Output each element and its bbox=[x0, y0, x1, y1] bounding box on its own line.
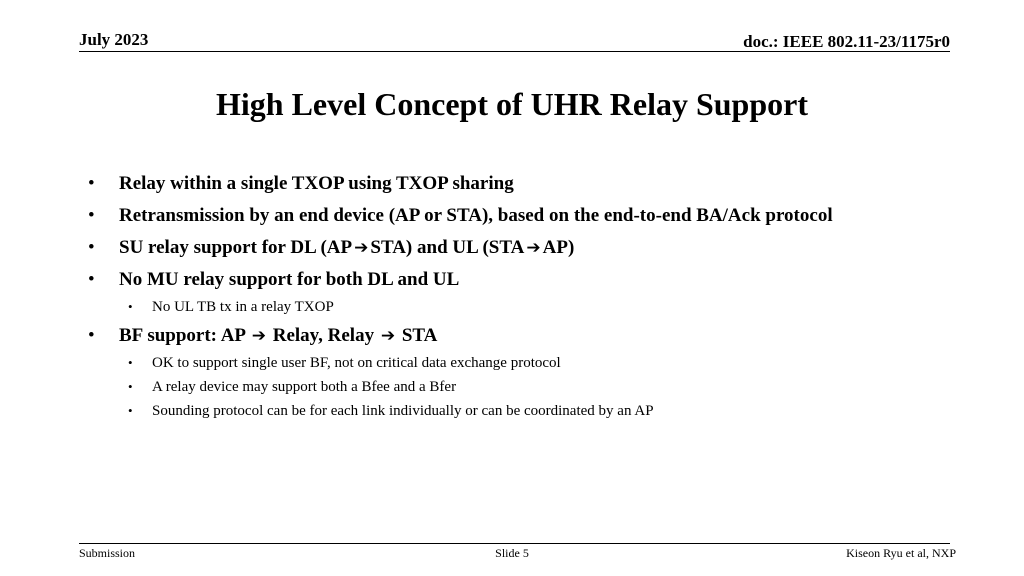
bullet-dot-icon: • bbox=[128, 403, 133, 418]
bullet-dot-icon: • bbox=[128, 355, 133, 370]
sub-bullet-item bbox=[88, 401, 968, 421]
sub-bullet-text: OK to support single user BF, not on critical data exchange protocol bbox=[152, 355, 561, 371]
bullet-item bbox=[88, 267, 968, 293]
sub-bullet-text: A relay device may support both a Bfee and a Bfer bbox=[152, 379, 457, 395]
header-divider bbox=[79, 51, 950, 52]
bullet-text-part: Relay, Relay bbox=[268, 325, 379, 346]
header-doc-id: doc.: IEEE 802.11-23/1175r0 bbox=[743, 32, 950, 51]
bullet-dot-icon: • bbox=[88, 325, 95, 346]
footer-submission: Submission bbox=[79, 546, 136, 560]
footer-author: Kiseon Ryu et al, NXP bbox=[846, 546, 956, 560]
bullet-dot-icon: • bbox=[88, 237, 95, 258]
sub-bullet-item bbox=[88, 297, 968, 317]
footer-divider bbox=[79, 543, 950, 544]
bullet-text: Retransmission by an end device (AP or STA), based on the end-to-end BA/Ack protocol bbox=[119, 205, 833, 226]
bullet-dot-icon: • bbox=[88, 269, 95, 290]
bullet-text-part: STA bbox=[397, 325, 438, 346]
bullet-item bbox=[88, 171, 968, 197]
right-arrow-icon: ➔ bbox=[354, 238, 369, 258]
header-date: July 2023 bbox=[79, 30, 149, 49]
right-arrow-icon: ➔ bbox=[526, 238, 541, 258]
sub-bullet-item bbox=[88, 353, 968, 373]
sub-bullet-text: No UL TB tx in a relay TXOP bbox=[152, 299, 334, 315]
bullet-dot-icon: • bbox=[88, 205, 95, 226]
right-arrow-icon: ➔ bbox=[380, 326, 396, 346]
bullet-item bbox=[88, 323, 968, 349]
bullet-text: Relay within a single TXOP using TXOP sharing bbox=[119, 173, 514, 194]
bullet-dot-icon: • bbox=[88, 173, 95, 194]
right-arrow-icon: ➔ bbox=[251, 326, 266, 346]
bullet-item bbox=[88, 203, 968, 229]
slide-title: High Level Concept of UHR Relay Support bbox=[216, 86, 808, 122]
footer-slide-number: Slide 5 bbox=[495, 546, 529, 560]
bullet-text-part: BF support: AP bbox=[119, 325, 250, 346]
bullet-text-part: SU relay support for DL (AP bbox=[119, 237, 353, 258]
sub-bullet-text: Sounding protocol can be for each link individually or can be coordinated by an AP bbox=[152, 403, 654, 419]
bullet-item bbox=[88, 235, 968, 261]
bullet-dot-icon: • bbox=[128, 379, 133, 394]
bullet-list bbox=[88, 171, 968, 427]
sub-bullet-item bbox=[88, 377, 968, 397]
bullet-text-part: STA) and UL (STA bbox=[370, 237, 525, 258]
bullet-text: No MU relay support for both DL and UL bbox=[119, 269, 460, 290]
bullet-text-part: AP) bbox=[542, 237, 575, 258]
bullet-dot-icon: • bbox=[128, 299, 133, 314]
